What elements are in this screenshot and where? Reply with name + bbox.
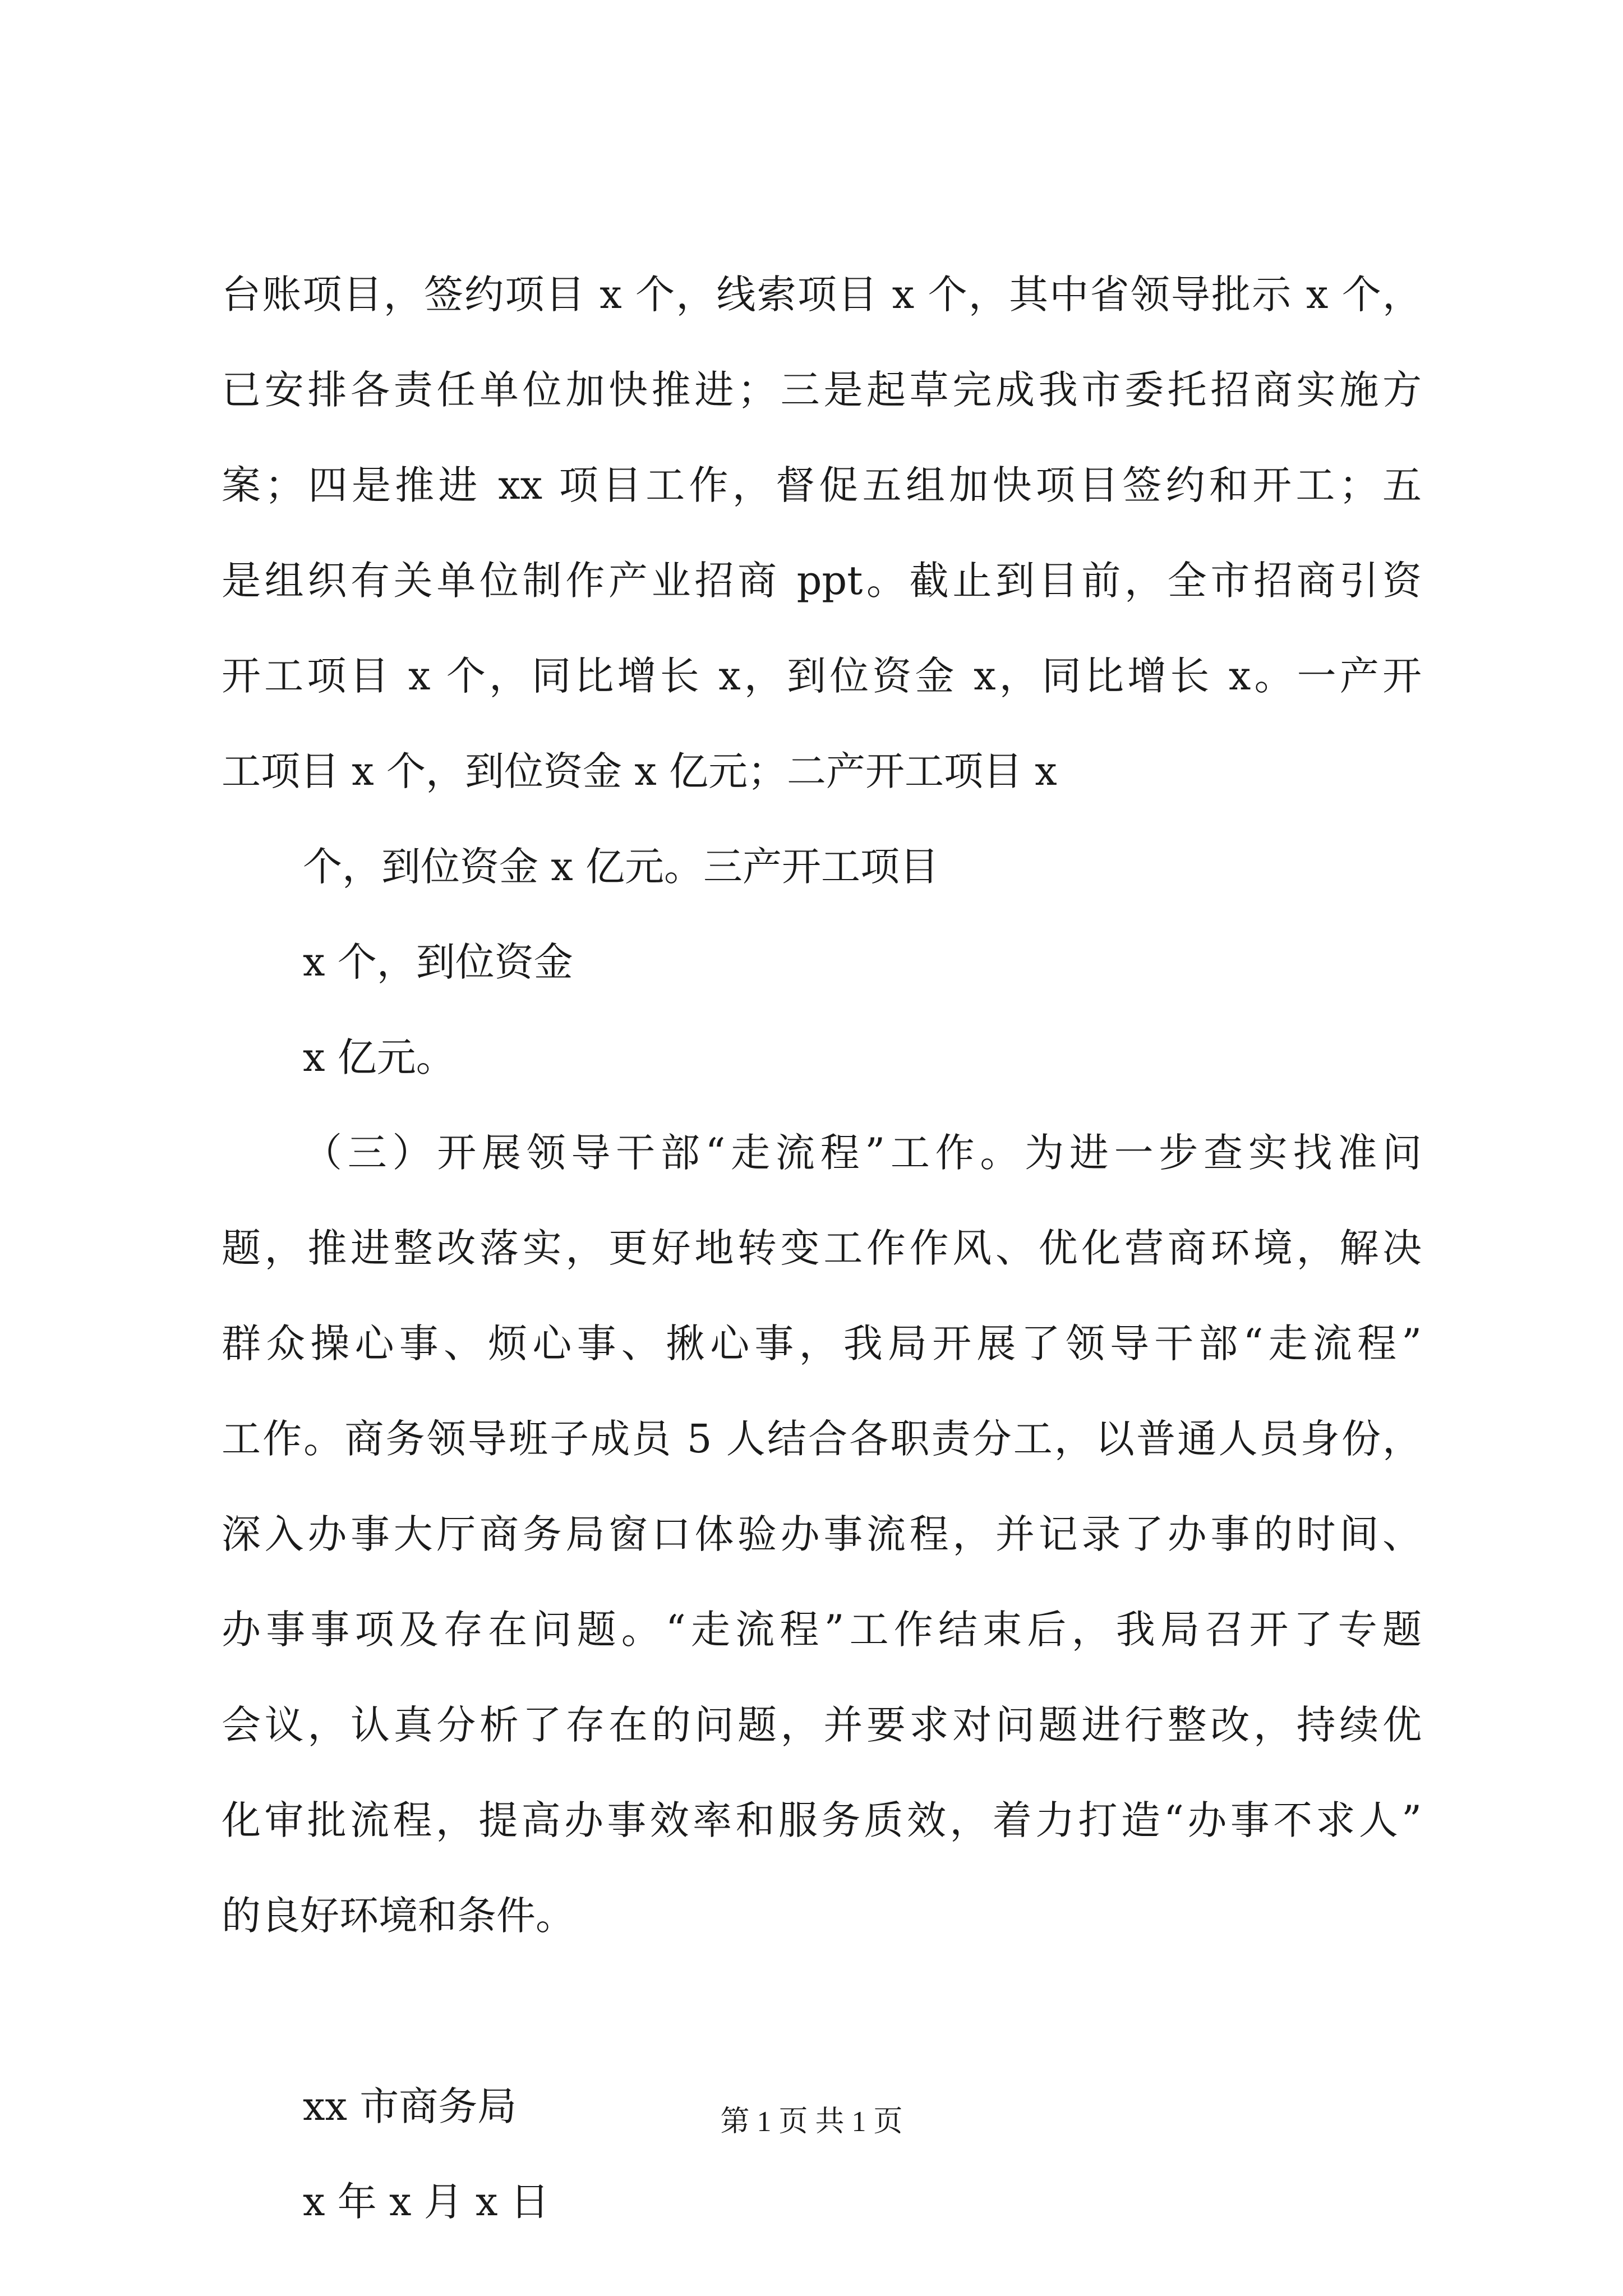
- paragraph-line: 群众操心事、烦心事、揪心事，我局开展了领导干部“走流程”: [222, 1320, 1422, 1366]
- paragraph-line: 办事事项及存在问题。“走流程”工作结束后，我局召开了专题: [222, 1607, 1422, 1653]
- paragraph-line: 案；四是推进 xx 项目工作，督促五组加快项目签约和开工；五: [222, 462, 1422, 508]
- signature-organization: xx 市商务局: [303, 2083, 517, 2129]
- page-footer: 第 1 页 共 1 页: [720, 2106, 903, 2138]
- paragraph-line: 会议，认真分析了存在的问题，并要求对问题进行整改，持续优: [222, 1702, 1422, 1748]
- paragraph-line: 深入办事大厅商务局窗口体验办事流程，并记录了办事的时间、: [222, 1511, 1422, 1557]
- paragraph-line: 个，到位资金 x 亿元。三产开工项目: [303, 844, 939, 890]
- paragraph-line: 开工项目 x 个，同比增长 x，到位资金 x，同比增长 x。一产开: [222, 653, 1422, 699]
- paragraph-line: 是组织有关单位制作产业招商 ppt。截止到目前，全市招商引资: [222, 558, 1422, 604]
- paragraph-line: x 个，到位资金: [303, 939, 573, 985]
- paragraph-line: 化审批流程，提高办事效率和服务质效，着力打造“办事不求人”: [222, 1797, 1422, 1843]
- blank-line: [222, 1963, 1422, 2059]
- paragraph-line: x 亿元。: [303, 1034, 455, 1080]
- document-body: [222, 247, 1422, 2249]
- section-heading-line: （三）开展领导干部“走流程”工作。为进一步查实找准问: [303, 1130, 1422, 1176]
- paragraph-line: 已安排各责任单位加快推进；三是起草完成我市委托招商实施方: [222, 367, 1422, 413]
- paragraph-line: 工作。商务领导班子成员 5 人结合各职责分工，以普通人员身份，: [222, 1416, 1422, 1462]
- paragraph-line: 台账项目，签约项目 x 个，线索项目 x 个，其中省领导批示 x 个，: [222, 272, 1422, 318]
- signature-date: x 年 x 月 x 日: [303, 2179, 550, 2225]
- paragraph-line: 的良好环境和条件。: [222, 1893, 575, 1939]
- paragraph-line: 题，推进整改落实，更好地转变工作作风、优化营商环境，解决: [222, 1225, 1422, 1271]
- paragraph-line: 工项目 x 个，到位资金 x 亿元；二产开工项目 x: [222, 748, 1057, 794]
